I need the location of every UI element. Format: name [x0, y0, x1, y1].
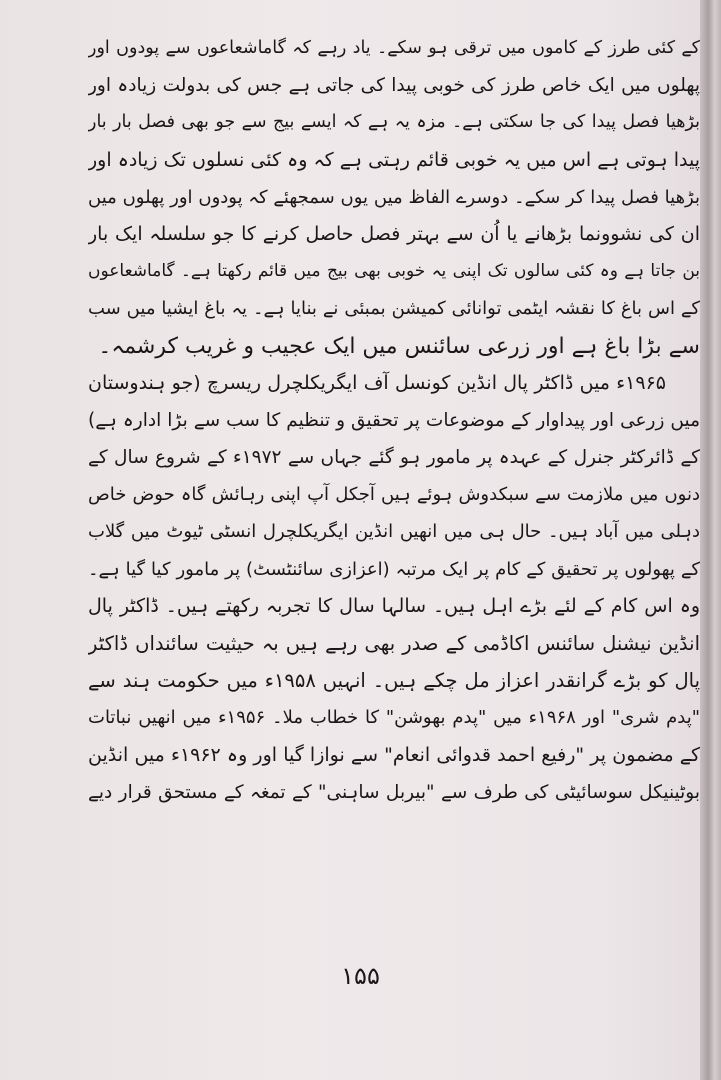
text-line: بن جاتا ہے وہ کئی سالوں تک اپنی یہ خوبی بھی بیج میں قائم رکھتا ہے۔ گاماشعاعوں [88, 261, 700, 282]
paragraph-start-line: ۱۹۶۵ء میں ڈاکٹر پال انڈین کونسل آف ایگریکلچرل ریسرچ (جو ہندوستان [88, 371, 666, 394]
text-line: پال کو بڑے گرانقدر اعزاز مل چکے ہیں۔ انہیں ۱۹۵۸ء میں حکومت ہند سے [88, 669, 700, 693]
text-line: دنوں میں ملازمت سے سبکدوش ہوئے ہیں آجکل آپ اپنی رہائش گاہ حوض خاص [88, 484, 700, 506]
text-line: بوٹینیکل سوسائیٹی کی طرف سے "بیربل ساہنی" کے تمغہ کے مستحق قرار دیے [88, 781, 700, 803]
text-line: میں زرعی اور پیداوار کے موضوعات پر تحقیق و تنظیم کا سب سے بڑا ادارہ ہے) [88, 409, 700, 431]
page-number: ۱۵۵ [341, 962, 380, 990]
text-line: بڑھیا فصل پیدا کر سکے۔ دوسرے الفاظ میں یوں سمجھئے کہ پودوں اور پھلوں میں [88, 186, 700, 208]
text-line: کے مضمون پر "رفیع احمد قدوائی انعام" سے نوازا گیا اور وہ ۱۹۶۲ء میں انڈین [88, 743, 700, 766]
text-line: وہ اس کام کے لئے بڑے اہل ہیں۔ سالہا سال کا تجربہ رکھتے ہیں۔ ڈاکٹر پال [88, 594, 700, 617]
page-edge-shadow [700, 0, 721, 1080]
body-text [88, 30, 700, 811]
text-line: کے ڈائرکٹر جنرل کے عہدہ پر مامور ہو گئے جہاں سے ۱۹۷۲ء کے شروع سال کے [88, 447, 700, 469]
text-line: کے اس باغ کا نقشہ ایٹمی توانائی کمیشن بمبئی نے بنایا ہے۔ یہ باغ ایشیا میں سب [88, 298, 700, 320]
text-line: انڈین نیشنل سائنس اکاڈمی کے صدر بھی رہے ہیں بہ حیثیت سائنداں ڈاکٹر [88, 632, 700, 655]
text-line: بڑھیا فصل پیدا کی جا سکتی ہے۔ مزہ یہ ہے کہ ایسے بیج سے جو بھی فصل بار بار [88, 112, 700, 133]
text-line: "پدم شری" اور ۱۹۶۸ء میں "پدم بھوشن" کا خطاب ملا۔ ۱۹۵۶ء میں انھیں نباتات [88, 707, 700, 729]
text-line: پیدا ہوتی ہے اس میں یہ خوبی قائم رہتی ہے کہ وہ کئی نسلوں تک زیادہ اور [88, 148, 700, 171]
text-line: کے کئی طرز کے کاموں میں ترقی ہو سکے۔ یاد رہے کہ گاماشعاعوں سے پودوں اور [88, 38, 700, 58]
text-line: سے بڑا باغ ہے اور زرعی سائنس میں ایک عجیب و غریب کرشمہ۔ [98, 333, 700, 359]
text-line: دہلی میں آباد ہیں۔ حال ہی میں انھیں انڈین ایگریکلچرل انسٹی ٹیوٹ میں گلاب [88, 521, 700, 543]
text-line: کے پھولوں پر تحقیق کے کام پر ایک مرتبہ (اعزازی سائنٹسٹ) پر مامور کیا گیا ہے۔ [88, 558, 700, 580]
text-line: ان کی نشوونما بڑھانے یا اُن سے بہتر فصل حاصل کرنے کا جو سلسلہ ایک بار [88, 222, 700, 245]
text-line: پھلوں میں ایک خاص طرز کی خوبی پیدا کی جاتی ہے جس کی بدولت زیادہ اور [88, 75, 700, 97]
